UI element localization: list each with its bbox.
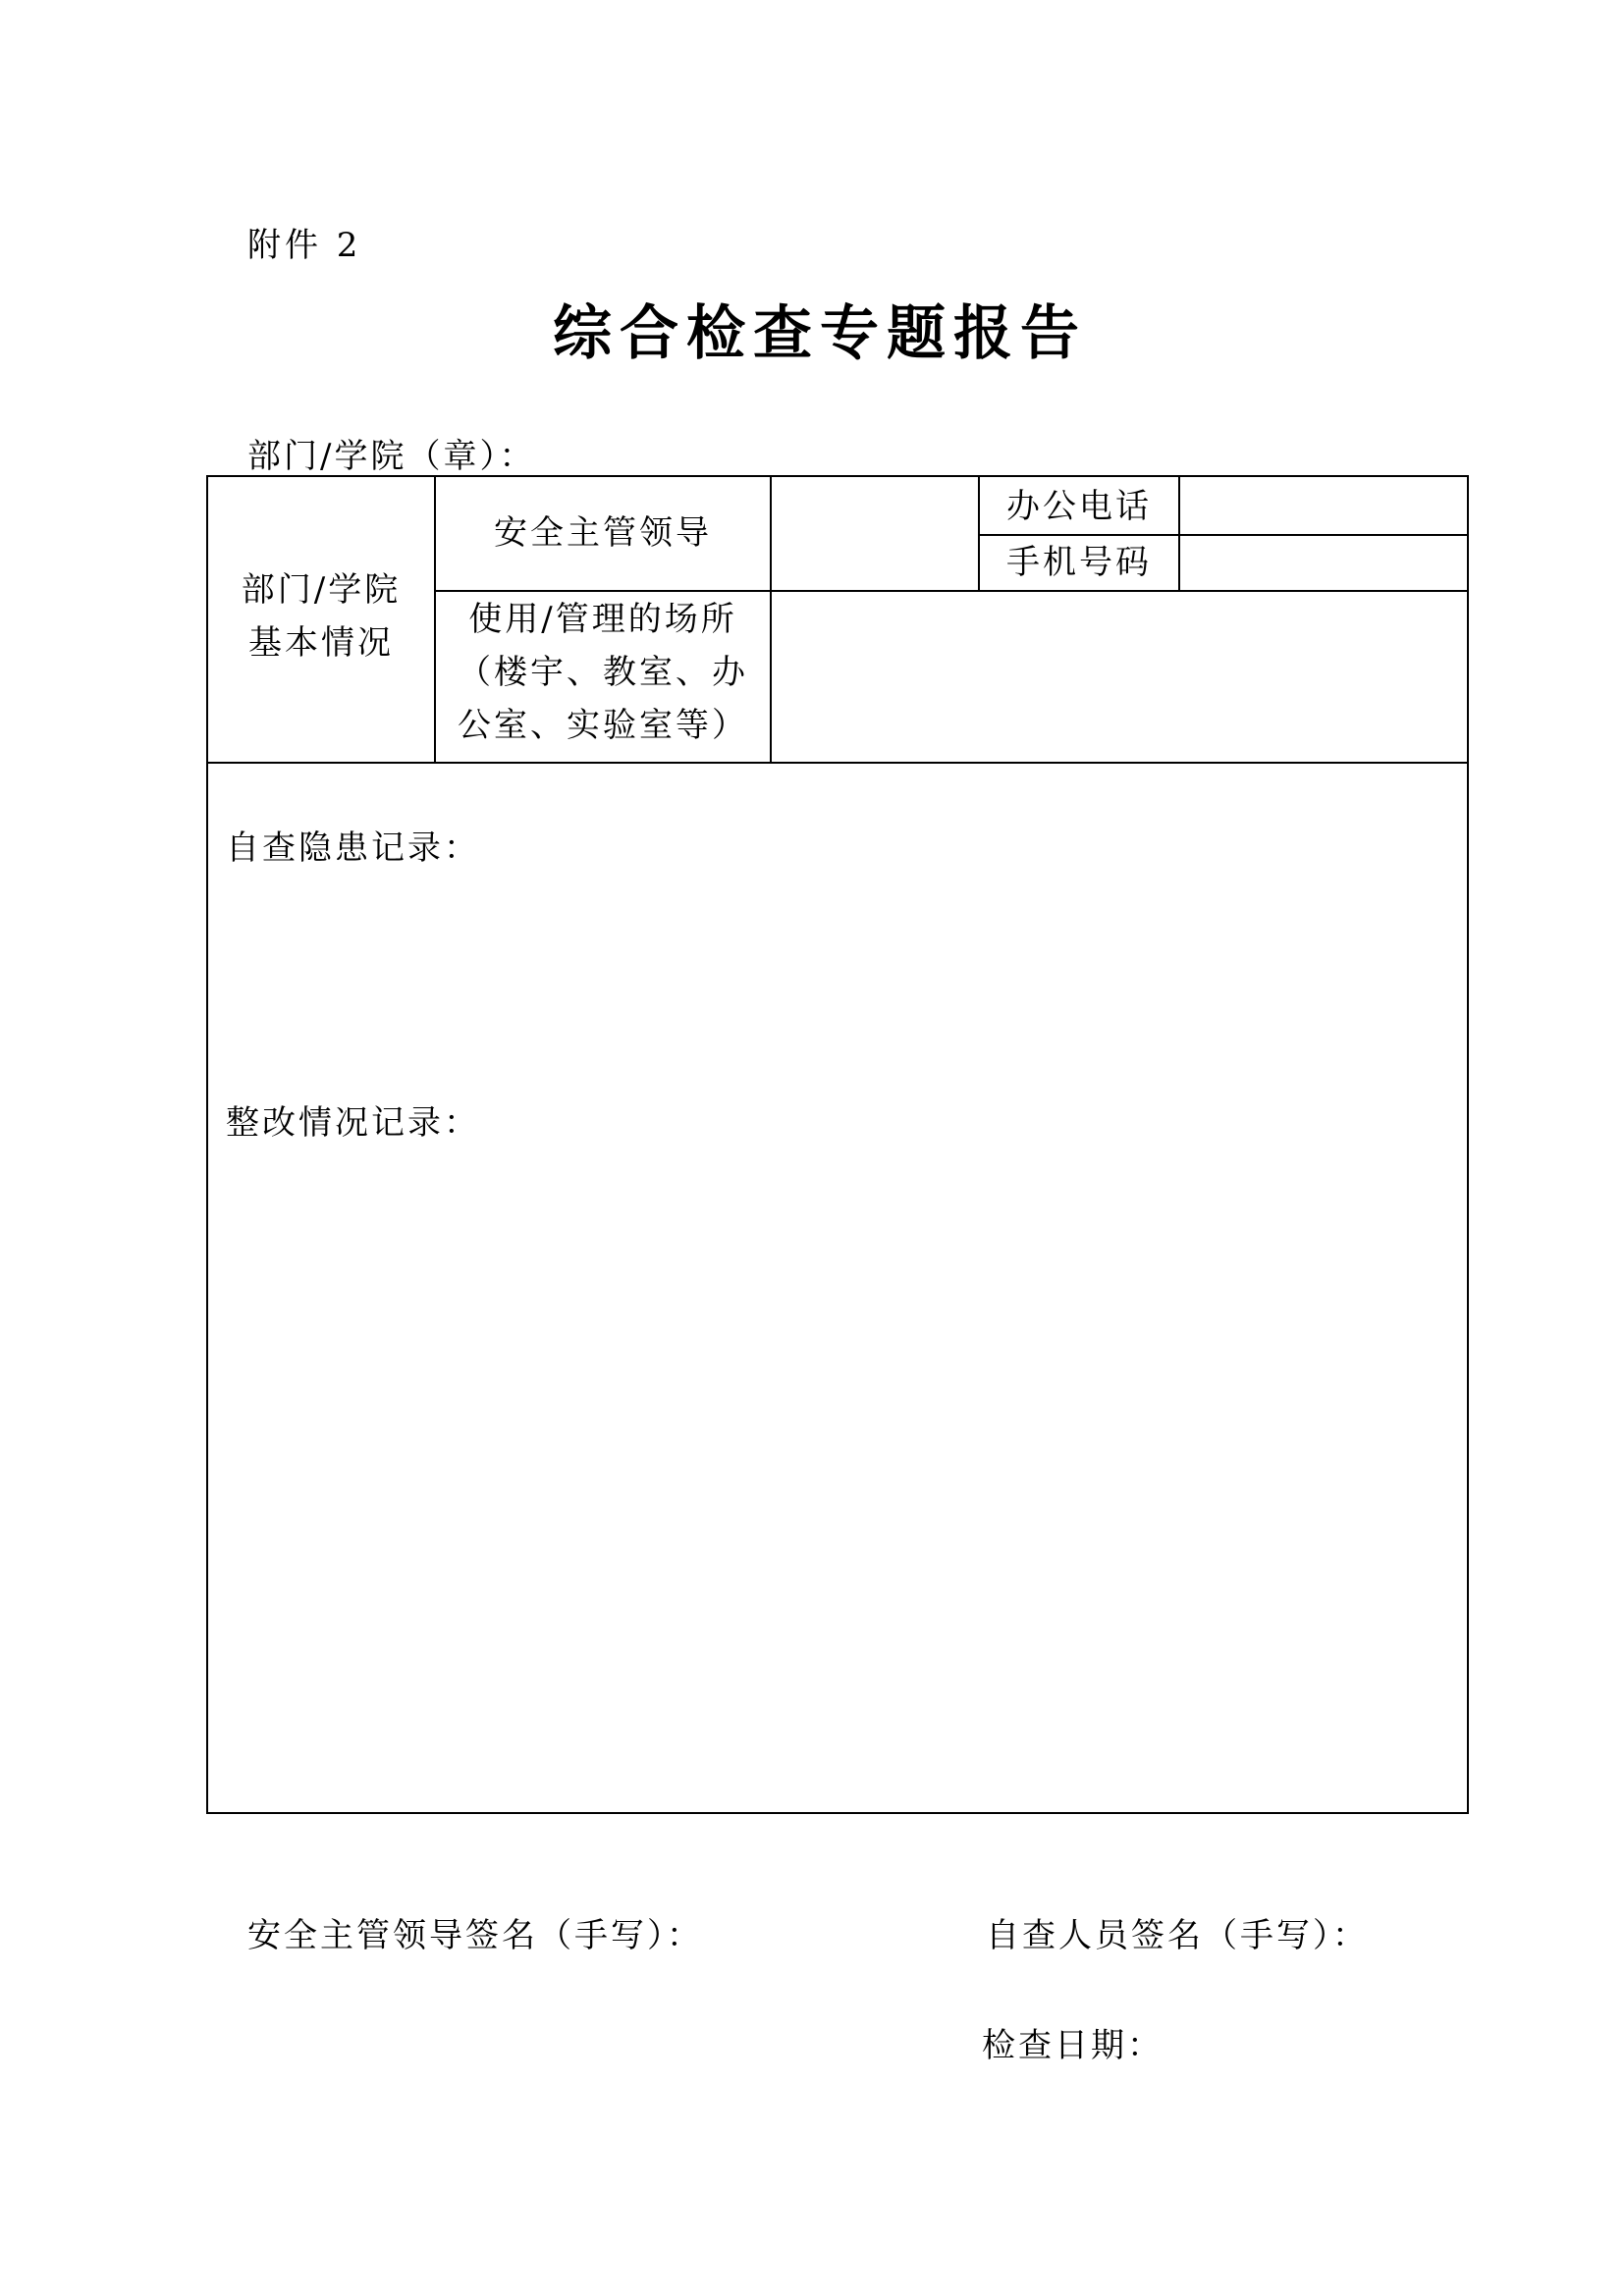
hazard-record-field[interactable]	[208, 870, 1467, 1066]
office-phone-field[interactable]	[1180, 477, 1467, 534]
department-stamp-label: 部门/学院（章）：	[247, 437, 536, 476]
safety-leader-field[interactable]	[772, 477, 978, 590]
rectification-record-field[interactable]	[208, 1145, 1467, 1808]
basic-info-label-line2: 基本情况	[248, 623, 394, 663]
mobile-label: 手机号码	[1006, 543, 1152, 582]
leader-signature-label: 安全主管领导签名（手写）：	[247, 1916, 703, 1955]
venues-label-line2: （楼宇、教室、办	[458, 653, 748, 692]
basic-info-label-line1: 部门/学院	[241, 570, 402, 610]
mobile-field[interactable]	[1180, 536, 1467, 590]
basic-info-label	[208, 563, 434, 669]
rectification-record-label: 整改情况记录：	[226, 1103, 480, 1143]
venues-label-line3: 公室、实验室等）	[458, 706, 748, 745]
report-form-table	[206, 475, 1469, 1814]
venues-field[interactable]	[772, 592, 1467, 762]
attachment-label: 附件 2	[247, 226, 362, 265]
office-phone-label: 办公电话	[1006, 487, 1152, 526]
page-title: 综合检查专题报告	[553, 299, 1087, 368]
venues-label	[436, 593, 770, 752]
venues-label-line1: 使用/管理的场所	[468, 600, 737, 639]
safety-leader-label: 安全主管领导	[494, 513, 712, 553]
inspector-signature-label: 自查人员签名（手写）：	[986, 1916, 1369, 1955]
hazard-record-label: 自查隐患记录：	[226, 828, 480, 868]
inspection-date-label: 检查日期：	[982, 2026, 1164, 2065]
table-divider-header-bottom	[208, 762, 1467, 764]
